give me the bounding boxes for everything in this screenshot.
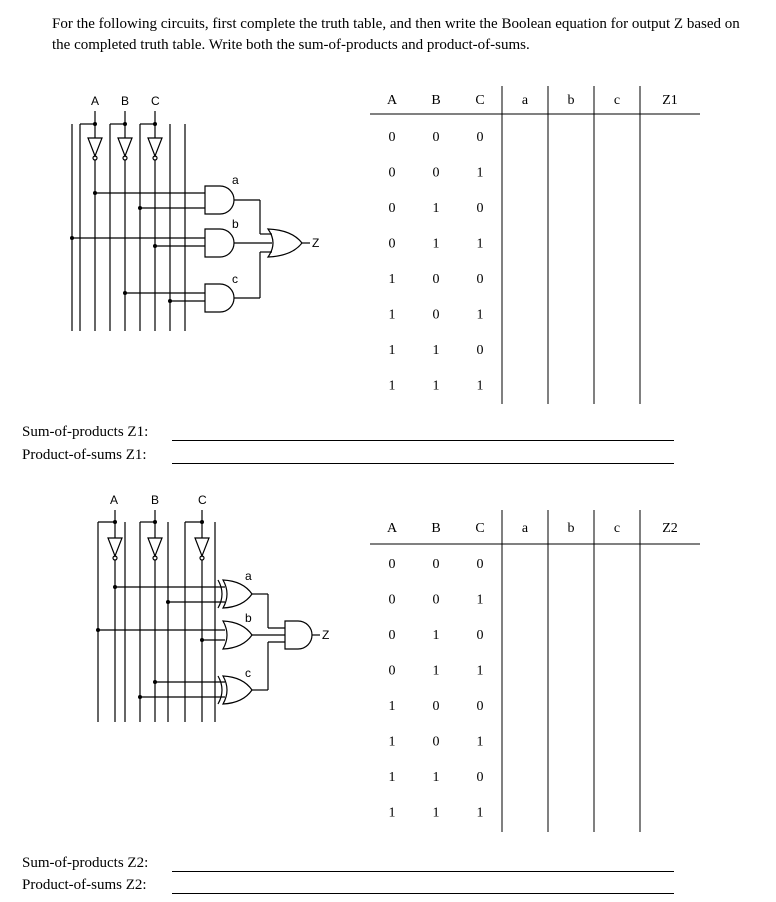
instructions: For the following circuits, first complete the truth table, and then write the Boolean equation for output Z based on the completed truth table. Write both the sum-of-products and product-of-sums. <box>52 16 740 53</box>
table2-cell: 0 <box>388 628 396 643</box>
table1-cell: 0 <box>476 130 484 145</box>
sop-answer-1[interactable] <box>22 424 674 444</box>
circuit-1-gate-c-label: c <box>232 272 238 286</box>
truth-table-1 <box>370 86 702 408</box>
table2-cell: 1 <box>432 805 440 821</box>
table2-cell: 1 <box>388 805 396 821</box>
table2-cell: 0 <box>432 592 440 608</box>
circuit-1-gate-a-label: a <box>232 173 239 187</box>
table1-cell: 1 <box>432 343 440 358</box>
table2-header-4: b <box>567 521 575 536</box>
table1-cell: 1 <box>388 343 396 358</box>
table2-cell: 0 <box>476 699 484 714</box>
table1-cell: 1 <box>432 378 440 394</box>
table1-cell: 0 <box>388 130 396 145</box>
table1-cell: 1 <box>476 307 484 323</box>
table2-cell: 0 <box>432 699 440 714</box>
table2-cell: 0 <box>388 592 396 608</box>
table2-header-2: C <box>475 521 485 536</box>
table2-cell: 1 <box>388 734 396 750</box>
table1-header-6: Z1 <box>662 93 678 108</box>
table2-cell: 0 <box>476 628 484 643</box>
circuit-1-input-c: C <box>151 94 160 108</box>
table1-header-5: c <box>613 93 621 108</box>
table1-header-3: a <box>521 93 529 108</box>
table2-cell: 0 <box>388 663 396 679</box>
table1-cell: 1 <box>432 201 440 216</box>
table1-cell: 0 <box>476 272 484 287</box>
table2-cell: 1 <box>476 805 484 821</box>
table2-cell: 1 <box>432 770 440 785</box>
table2-cell: 0 <box>432 734 440 750</box>
table1-cell: 1 <box>476 165 484 181</box>
circuit-2-gate-c-label: c <box>245 666 251 680</box>
table2-cell: 0 <box>476 557 484 572</box>
table1-cell: 1 <box>476 378 484 394</box>
table1-cell: 0 <box>432 307 440 323</box>
table2-cell: 1 <box>432 663 440 679</box>
circuit-1-output-label: Z <box>312 236 320 250</box>
table1-header-1: B <box>431 93 441 108</box>
circuit-1-diagram <box>60 86 360 336</box>
sop-answer-2[interactable] <box>22 855 674 875</box>
circuit-2-input-a: A <box>110 493 119 507</box>
table1-cell: 1 <box>388 378 396 394</box>
table1-cell: 0 <box>388 201 396 216</box>
pos-answer-2[interactable] <box>22 877 674 897</box>
pos-label-1: Product-of-sums Z1: <box>22 447 147 463</box>
circuit-2-diagram <box>80 492 360 727</box>
table1-cell: 1 <box>476 236 484 252</box>
table1-cell: 1 <box>432 236 440 252</box>
truth-table-2 <box>370 510 702 835</box>
circuit-1-gate-b-label: b <box>232 217 239 231</box>
table1-header-2: C <box>475 93 485 108</box>
table2-cell: 0 <box>388 557 396 572</box>
pos-label-2: Product-of-sums Z2: <box>22 877 147 893</box>
circuit-2-output-label: Z <box>322 628 330 642</box>
circuit-2-input-c: C <box>198 493 207 507</box>
table1-header-0: A <box>386 93 398 108</box>
sop-label-2: Sum-of-products Z2: <box>22 855 149 871</box>
circuit-2-input-b: B <box>151 493 160 507</box>
table1-cell: 0 <box>432 130 440 145</box>
table1-header-4: b <box>567 93 575 108</box>
table2-cell: 1 <box>476 734 484 750</box>
table1-cell: 0 <box>388 236 396 252</box>
table1-cell: 0 <box>476 201 484 216</box>
pos-answer-1[interactable] <box>22 447 674 467</box>
circuit-2-gate-a-label: a <box>245 569 252 583</box>
table2-cell: 1 <box>476 663 484 679</box>
table2-header-1: B <box>431 521 441 536</box>
table2-cell: 0 <box>432 557 440 572</box>
table1-cell: 0 <box>388 165 396 181</box>
circuit-1-input-b: B <box>121 94 130 108</box>
circuit-1-input-a: A <box>91 94 100 108</box>
table1-cell: 0 <box>476 343 484 358</box>
table1-cell: 1 <box>388 272 396 287</box>
table1-cell: 0 <box>432 272 440 287</box>
circuit-2-gate-b-label: b <box>245 611 252 625</box>
table2-cell: 0 <box>476 770 484 785</box>
table2-cell: 1 <box>388 770 396 785</box>
table2-header-6: Z2 <box>662 521 678 536</box>
table2-header-5: c <box>613 521 621 536</box>
table2-cell: 1 <box>476 592 484 608</box>
table1-cell: 0 <box>432 165 440 181</box>
sop-label-1: Sum-of-products Z1: <box>22 424 149 440</box>
table2-cell: 1 <box>388 699 396 714</box>
table2-cell: 1 <box>432 628 440 643</box>
table2-header-0: A <box>386 521 398 536</box>
table1-cell: 1 <box>388 307 396 323</box>
table2-header-3: a <box>521 521 529 536</box>
